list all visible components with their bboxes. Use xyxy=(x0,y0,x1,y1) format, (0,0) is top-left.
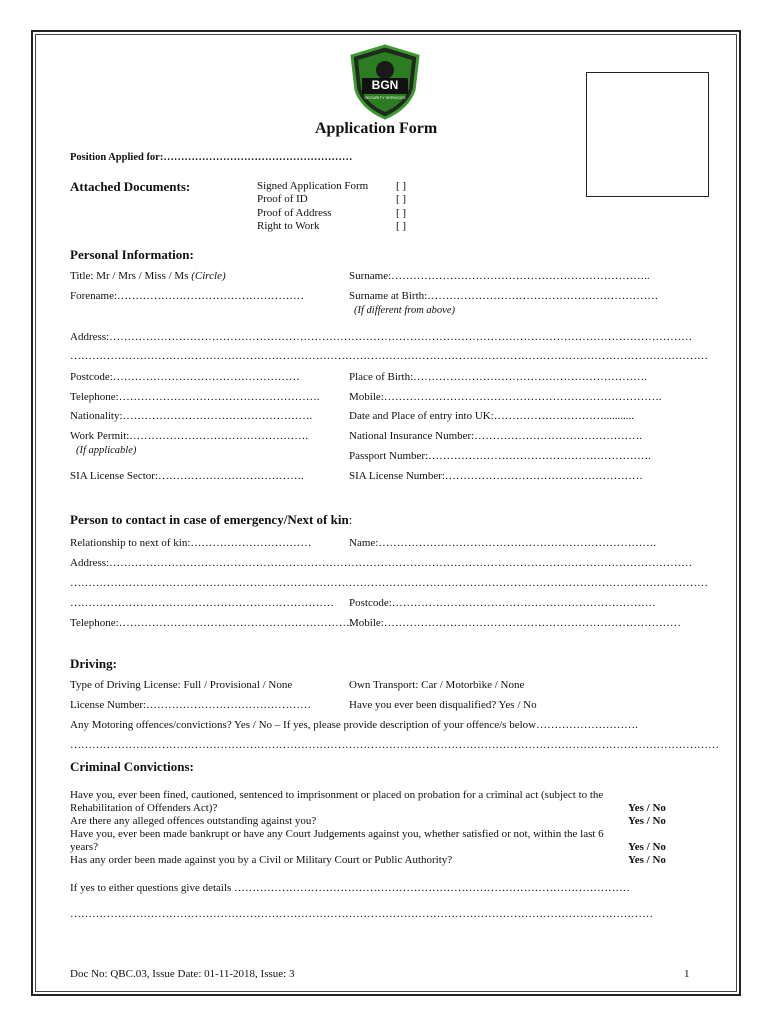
criminal-q2: Are there any alleged offences outstanding against you? xyxy=(70,815,317,827)
sia-number-field[interactable]: SIA License Number:……………………………………………… xyxy=(349,470,643,482)
footer-doc-info: Doc No: QBC.03, Issue Date: 01-11-2018, Issue: 3 xyxy=(70,968,295,980)
criminal-q4-answer[interactable]: Yes / No xyxy=(628,854,666,866)
work-permit-field[interactable]: Work Permit:…………………………………………. xyxy=(70,430,309,442)
doc-item-address: Proof of Address xyxy=(257,207,332,219)
motoring-offences-field[interactable]: Any Motoring offences/convictions? Yes / No – If yes, please provide description of your offence/s below………………………. xyxy=(70,719,638,731)
sia-sector-field[interactable]: SIA License Sector:…………………………………. xyxy=(70,470,304,482)
license-number-field[interactable]: License Number:……………………………………… xyxy=(70,699,312,711)
work-permit-note: (If applicable) xyxy=(76,445,137,456)
nok-telephone-field[interactable]: Telephone:………………………………………………………. xyxy=(70,617,353,629)
title-field[interactable] xyxy=(70,270,226,282)
passport-field[interactable]: Passport Number:……………………………………………………. xyxy=(349,450,651,462)
ni-number-field[interactable]: National Insurance Number:………………………………………. xyxy=(349,430,642,442)
doc-item-id: Proof of ID xyxy=(257,193,308,205)
logo-subtext: SECURITY SERVICES xyxy=(364,95,406,100)
attached-documents-heading: Attached Documents: xyxy=(70,179,191,194)
postcode-field[interactable]: Postcode:…………………………………………… xyxy=(70,371,300,383)
criminal-q1-line1: Have you, ever been fined, cautioned, sentenced to imprisonment or placed on probation for a criminal act (subject to the xyxy=(70,789,604,801)
form-title: Application Form xyxy=(315,120,438,137)
criminal-q2-answer[interactable]: Yes / No xyxy=(628,815,666,827)
relationship-field[interactable]: Relationship to next of kin:…………………………… xyxy=(70,537,312,549)
checkbox-id[interactable]: [ ] xyxy=(396,193,407,205)
nok-address-line-3[interactable]: ……………………………………………………………… xyxy=(70,597,334,609)
doc-item-application: Signed Application Form xyxy=(257,180,369,192)
criminal-q1-answer[interactable]: Yes / No xyxy=(628,802,666,814)
nok-address-field[interactable]: Address:…………………………………………………………………………………………………………………………………………… xyxy=(70,557,693,569)
surname-birth-note: (If different from above) xyxy=(354,305,455,316)
logo-text: BGN xyxy=(371,78,399,92)
criminal-heading: Criminal Convictions: xyxy=(70,759,194,774)
driving-heading: Driving: xyxy=(70,656,117,671)
criminal-q1-line2: Rehabilitation of Offenders Act)? xyxy=(70,802,218,814)
criminal-details-line[interactable]: …………………………………………………………………………………………………………………………………………… xyxy=(70,908,653,920)
criminal-q3-answer[interactable]: Yes / No xyxy=(628,841,666,853)
address-field[interactable]: Address:…………………………………………………………………………………………………………………………………………… xyxy=(70,331,693,343)
telephone-field[interactable]: Telephone:………………………………………………. xyxy=(70,391,320,403)
license-type-field[interactable]: Type of Driving License: Full / Provisional / None xyxy=(70,679,293,691)
place-of-birth-field[interactable]: Place of Birth:………………………………………………………. xyxy=(349,371,647,383)
date-entry-field[interactable]: Date and Place of entry into UK:…………………………........... xyxy=(349,410,635,422)
criminal-q3-line1: Have you, ever been made bankrupt or have any Court Judgements against you, whether satisfied or not, within the last 6 xyxy=(70,828,604,840)
nok-mobile-field[interactable]: Mobile:……………………………………………………………………… xyxy=(349,617,681,629)
doc-item-right-to-work: Right to Work xyxy=(257,220,320,232)
forename-field[interactable]: Forename:…………………………………………… xyxy=(70,290,305,302)
title-label: Title: Mr / Mrs / Miss / Ms xyxy=(70,270,189,282)
own-transport-field[interactable]: Own Transport: Car / Motorbike / None xyxy=(349,679,525,691)
surname-birth-field[interactable]: Surname at Birth:……………………………………………………… xyxy=(349,290,659,302)
address-line-2[interactable]: ………………………………………………………………………………………………………………………………………………………… xyxy=(70,350,708,362)
criminal-details-field[interactable]: If yes to either questions give details ……………………………………………………………………………………………… xyxy=(70,882,631,894)
criminal-q3-line2: years? xyxy=(70,841,99,853)
position-applied-field[interactable]: Position Applied for:……………………………………………… xyxy=(70,152,353,163)
mobile-field[interactable]: Mobile:…………………………………………………………………. xyxy=(349,391,662,403)
checkbox-application[interactable]: [ ] xyxy=(396,180,407,192)
disqualified-field[interactable]: Have you ever been disqualified? Yes / No xyxy=(349,699,537,711)
criminal-q4: Has any order been made against you by a Civil or Military Court or Public Authority? xyxy=(70,854,453,866)
nationality-field[interactable]: Nationality:……………………………………………. xyxy=(70,410,313,422)
checkbox-right-to-work[interactable]: [ ] xyxy=(396,220,407,232)
checkbox-address[interactable]: [ ] xyxy=(396,207,407,219)
nok-address-line-2[interactable]: ………………………………………………………………………………………………………………………………………………………… xyxy=(70,577,708,589)
photo-box[interactable] xyxy=(586,72,709,197)
personal-info-heading: Personal Information: xyxy=(70,247,194,262)
surname-field[interactable]: Surname:…………………………………………………………….. xyxy=(349,270,650,282)
emergency-heading: Person to contact in case of emergency/Next of kin: xyxy=(70,512,353,527)
title-note: (Circle) xyxy=(191,270,226,282)
motoring-offences-line[interactable]: …………………………………………………………………………………………………………………………………………………………… xyxy=(70,739,719,751)
nok-name-field[interactable]: Name:…………………………………………………………………. xyxy=(349,537,657,549)
company-logo xyxy=(348,44,422,120)
nok-postcode-field[interactable]: Postcode:……………………………………………………………… xyxy=(349,597,656,609)
footer-page-number: 1 xyxy=(684,968,690,980)
